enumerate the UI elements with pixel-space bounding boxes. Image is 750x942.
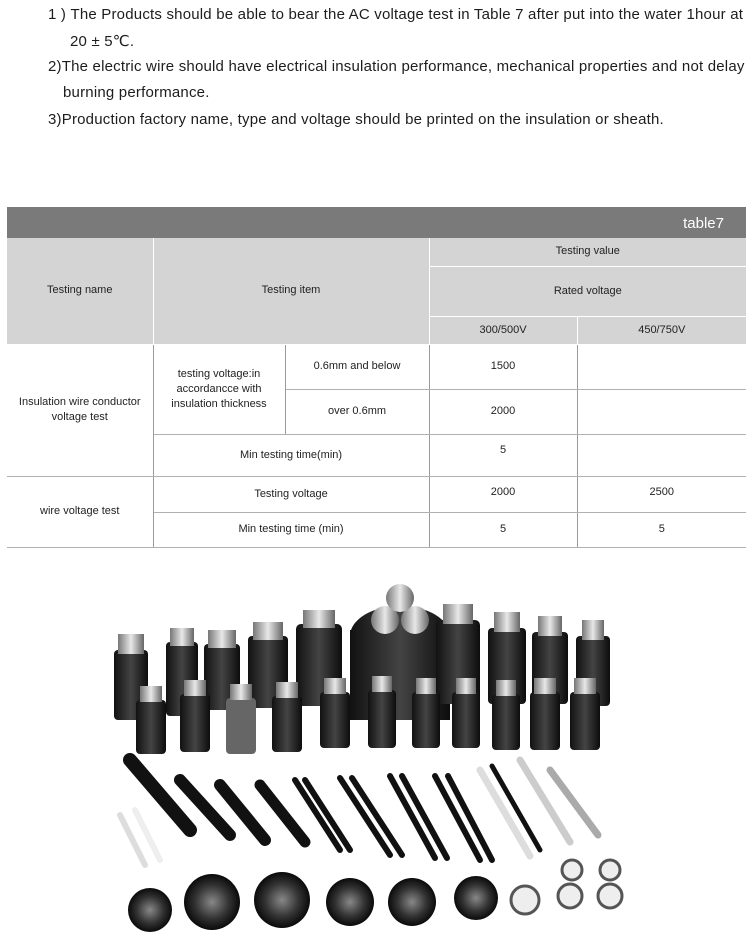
cable-product-photo xyxy=(100,580,660,940)
wire-voltage-450: 2500 xyxy=(577,476,746,512)
wire-min-300: 5 xyxy=(429,512,577,547)
over-450 xyxy=(577,389,746,434)
wire-voltage-300: 2000 xyxy=(429,476,577,512)
header-testing-value: Testing value xyxy=(429,238,746,266)
min-time-450 xyxy=(577,434,746,476)
over-300: 2000 xyxy=(429,389,577,434)
header-300-500v: 300/500V xyxy=(429,316,577,344)
below-450 xyxy=(577,344,746,389)
requirement-1-line2: 20 ± 5℃. xyxy=(70,33,135,50)
requirement-2-line2: burning performance. xyxy=(63,84,210,101)
requirement-1-line1: 1 ) The Products should be able to bear the AC voltage test in Table 7 after put into the water 1hour at xyxy=(48,6,744,23)
wire-min-label: Min testing time (min) xyxy=(153,512,429,547)
header-testing-item: Testing item xyxy=(153,238,429,344)
testing-voltage-desc: testing voltage:in accordancce with insulation thickness xyxy=(153,344,285,434)
table-caption-bar xyxy=(7,207,746,238)
wire-min-450: 5 xyxy=(577,512,746,547)
row-insulation-name: Insulation wire conductor voltage test xyxy=(7,344,153,476)
over-label: over 0.6mm xyxy=(285,389,429,434)
voltage-test-table xyxy=(7,238,746,548)
below-300: 1500 xyxy=(429,344,577,389)
requirement-3-line1: 3)Production factory name, type and voltage should be printed on the insulation or sheath. xyxy=(48,111,664,128)
wire-voltage-label: Testing voltage xyxy=(153,476,429,512)
test-table xyxy=(7,207,746,548)
below-label: 0.6mm and below xyxy=(285,344,429,389)
min-time-300: 5 xyxy=(429,434,577,476)
header-testing-name: Testing name xyxy=(7,238,153,344)
diagonal-wires xyxy=(120,760,598,865)
min-time-label: Min testing time(min) xyxy=(153,434,429,476)
header-rated-voltage: Rated voltage xyxy=(429,266,746,316)
table-caption: table7 xyxy=(683,215,724,232)
row-wire-name: wire voltage test xyxy=(7,476,153,547)
cable-cross-sections xyxy=(128,860,622,932)
requirement-2-line1: 2)The electric wire should have electrical insulation performance, mechanical properties and not delay xyxy=(48,58,745,75)
header-450-750v: 450/750V xyxy=(577,316,746,344)
